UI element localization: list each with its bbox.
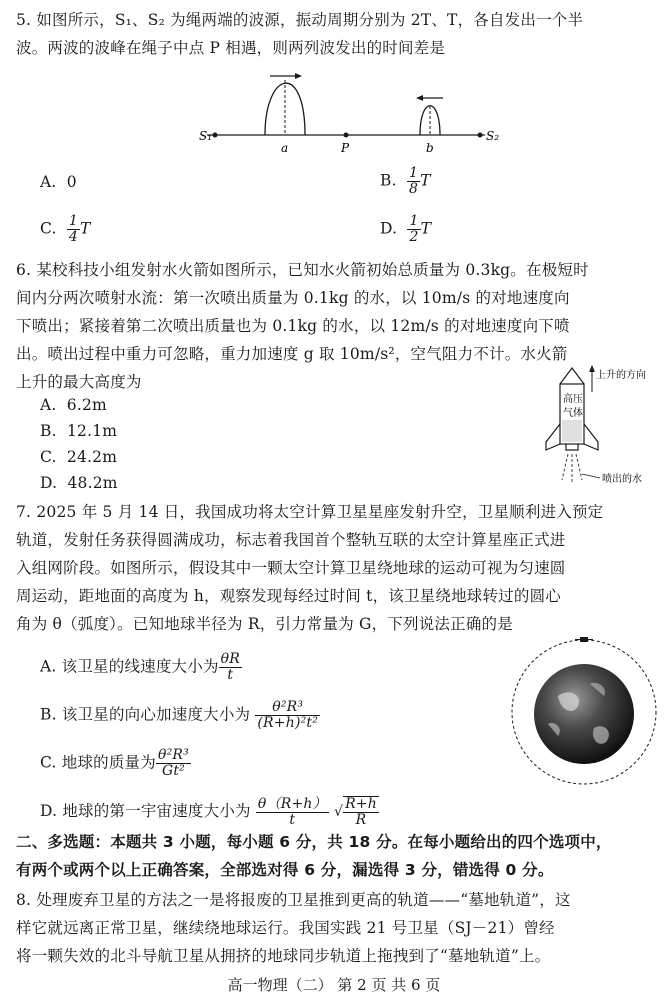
- label-up-direction: 上升的方向: [596, 370, 646, 381]
- q5-option-c: C. $\frac{1}{4}$ T: [40, 213, 91, 245]
- q7-line-4: 周运动，距地面的高度为 h，观察发现每经过时间 t，该卫星绕地球转过的圆心: [16, 587, 561, 605]
- q5-option-a: A. 0: [40, 173, 77, 191]
- wave-diagram: [195, 66, 505, 156]
- earth-orbit-diagram: [508, 636, 660, 788]
- q7-line-5: 角为 θ（弧度）。已知地球半径为 R，引力常量为 G，下列说法正确的是: [16, 615, 513, 633]
- label-water: 喷出的水: [602, 474, 642, 485]
- label-gas-1: 高压: [563, 394, 583, 405]
- q6-option-d: D. 48.2m: [40, 474, 118, 492]
- q7-option-b: B. 该卫星的向心加速度大小为 $\frac{\text{θ²R³}}{\text{(R+h)²t²}}$: [40, 699, 319, 731]
- q6-option-a: A. 6.2m: [40, 396, 107, 414]
- q6-line-3: 下喷出；紧接着第二次喷出质量也为 0.1kg 的水，以 12m/s 的对地速度向下喷: [16, 317, 570, 335]
- q6-option-b: B. 12.1m: [40, 422, 118, 440]
- q6-line-1: 6. 某校科技小组发射水火箭如图所示，已知水火箭初始总质量为 0.3kg。在极短时: [16, 261, 589, 279]
- q7-line-3: 入组网阶段。如图所示，假设其中一颗太空计算卫星绕地球的运动可视为匀速圆: [16, 559, 566, 577]
- q7-option-c: C. 地球的质量为 $\frac{\text{θ²R³}}{\text{Gt²}}$: [40, 747, 189, 779]
- q8-line-3: 将一颗失效的北斗导航卫星从拥挤的地球同步轨道上拖拽到了“墓地轨道”上。: [16, 947, 551, 965]
- q7-line-2: 轨道，发射任务获得圆满成功，标志着我国首个整轨互联的太空计算星座正式进: [16, 531, 566, 549]
- label-gas-2: 气体: [563, 408, 583, 419]
- q5-option-d: D. $\frac{1}{2}$ T: [380, 213, 432, 245]
- q6-line-4: 出。喷出过程中重力可忽略，重力加速度 g 取 10m/s²，空气阻力不计。水火箭: [16, 345, 568, 363]
- q6-option-c: C. 24.2m: [40, 448, 118, 466]
- label-a: a: [281, 141, 289, 155]
- q5-option-b: B. $\frac{1}{8}$ T: [380, 165, 431, 197]
- q5-line-1: 5. 如图所示，S₁、S₂ 为绳两端的波源，振动周期分别为 2T、T，各自发出一个半: [16, 11, 584, 29]
- earth-image: [534, 664, 634, 764]
- q7-option-a: A. 该卫星的线速度大小为 $\frac{\theta R}{t}$: [40, 651, 241, 683]
- page-footer: 高一物理（二） 第 2 页 共 6 页: [227, 976, 441, 994]
- q7-option-d: D. 地球的第一宇宙速度大小为 $\frac{\theta(R+h)}{t}$ √ $\frac{R+h}{R}$: [40, 795, 377, 828]
- section2-heading-line-2: 有两个或两个以上正确答案，全部选对得 6 分，漏选得 3 分，错选得 0 分。: [16, 861, 554, 879]
- q7-line-1: 7. 2025 年 5 月 14 日，我国成功将太空计算卫星星座发射升空，卫星顺利进入预定: [16, 503, 604, 521]
- q8-line-1: 8. 处理废弃卫星的方法之一是将报废的卫星推到更高的轨道——“墓地轨道”，这: [16, 891, 571, 909]
- label-b: b: [426, 141, 434, 155]
- label-s2: S₂: [486, 129, 500, 143]
- q8-line-2: 样它就远离正常卫星，继续绕地球运行。我国实践 21 号卫星（SJ－21）曾经: [16, 919, 555, 937]
- label-p: P: [341, 141, 350, 155]
- q6-line-5: 上升的最大高度为: [16, 373, 142, 391]
- label-s1: S₁: [199, 129, 213, 143]
- section2-heading-line-1: 二、多选题：本题共 3 小题，每小题 6 分，共 18 分。在每小题给出的四个选项中，: [16, 833, 612, 851]
- sqrt-expression: √ $\frac{R+h}{R}$: [333, 796, 377, 828]
- q6-line-2: 间内分两次喷射水流：第一次喷出质量为 0.1kg 的水，以 10m/s 的对地速度向: [16, 289, 570, 307]
- q5-line-2: 波。两波的波峰在绳子中点 P 相遇，则两列波发出的时间差是: [16, 39, 446, 57]
- water-rocket-diagram: [540, 362, 665, 490]
